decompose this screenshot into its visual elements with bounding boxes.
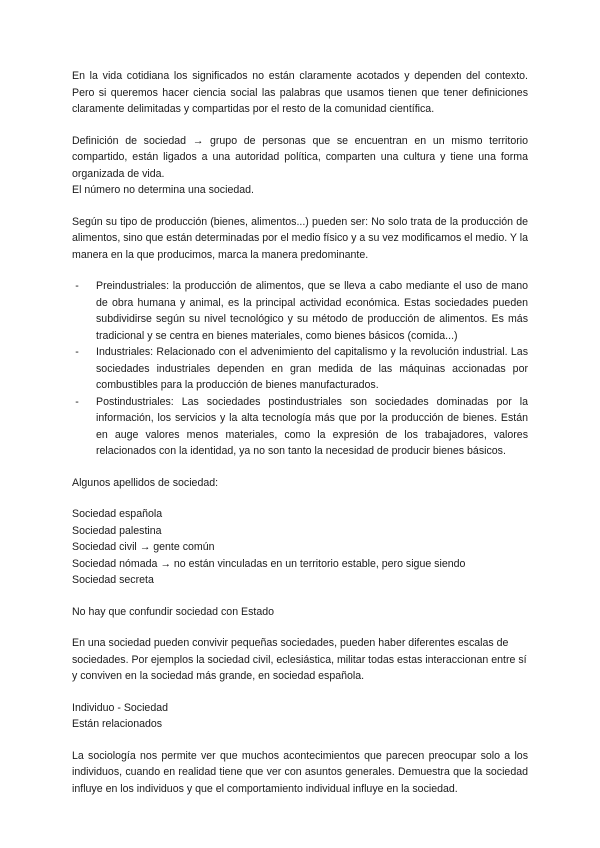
individual-title: Individuo - Sociedad: [72, 701, 168, 714]
individual-subtitle: Están relacionados: [72, 718, 163, 730]
list-item: - Postindustriales: Las sociedades postindustriales son sociedades dominadas por la información, los servicios y la alta tecnología más que por la producción de bienes. Están en auge valores menos materiales, como la expresión de los trabajadores, valores relacionados con la identidad, ya no son tanto la necesidad de producir bienes básicos.: [96, 394, 528, 460]
bullet-dash: -: [75, 280, 79, 292]
intro-paragraph: En la vida cotidiana los significados no están claramente acotados y dependen del contexto. Pero si queremos hacer ciencia social las palabras que usamos tienen que tener definiciones claramente delimitadas y compartidas por el resto de la comunidad científica.: [72, 70, 528, 115]
state-note: No hay que confundir sociedad con Estado: [72, 605, 275, 618]
list-item: - Preindustriales: la producción de alimentos, que se lleva a cabo mediante el uso de mano de obra humana y animal, es la principal actividad económica. Estas sociedades pueden subdividirse según su nivel tecnológico y su método de producción de alimentos. Es más tradicional y se centra en bienes materiales, como bienes básicos (comida...): [96, 278, 528, 344]
bullet-dash: -: [75, 346, 79, 358]
society-types-list: [72, 278, 528, 460]
list-item: Sociedad palestina: [72, 524, 162, 537]
number-note: El número no determina una sociedad.: [72, 184, 254, 196]
list-item: Sociedad civil → gente común: [72, 541, 215, 553]
definition-paragraph: Definición de sociedad → grupo de personas que se encuentran en un mismo territorio compartido, están ligados a una autoridad política, comparten una cultura y tiene una forma organizada de vida.: [72, 134, 528, 180]
scales-paragraph: En una sociedad pueden convivir pequeñas sociedades, pueden haber diferentes escalas de sociedades. Por ejemplos la sociedad civil, eclesiástica, militar todas estas interaccionan entre sí y conviven en la sociedad más grande, en sociedad española.: [72, 637, 527, 682]
list-item: Sociedad nómada → no están vinculadas en un territorio estable, pero sigue siendo: [72, 557, 466, 570]
list-item: - Industriales: Relacionado con el advenimiento del capitalismo y la revolución industrial. Las sociedades industriales dependen en gran medida de las máquinas accionadas por combustibles para la producción de bienes manufacturados.: [96, 344, 528, 394]
production-paragraph: Según su tipo de producción (bienes, alimentos...) pueden ser: No solo trata de la producción de alimentos, sino que están determinadas por el medio físico y a su vez modificamos el medio. Y la manera en la que producimos, marca la manera predominante.: [72, 215, 528, 261]
surnames-heading: Algunos apellidos de sociedad:: [72, 476, 219, 489]
surnames-list: [72, 506, 528, 589]
list-item: Sociedad secreta: [72, 574, 154, 586]
list-item: Sociedad española: [72, 508, 163, 520]
bullet-dash: -: [75, 395, 79, 408]
sociology-paragraph: La sociología nos permite ver que muchos acontecimientos que parecen preocupar solo a los individuos, cuando en realidad tiene que ver con asuntos generales. Demuestra que la sociedad influye en los individuos y que el comportamiento individual influye en la sociedad.: [72, 749, 528, 795]
